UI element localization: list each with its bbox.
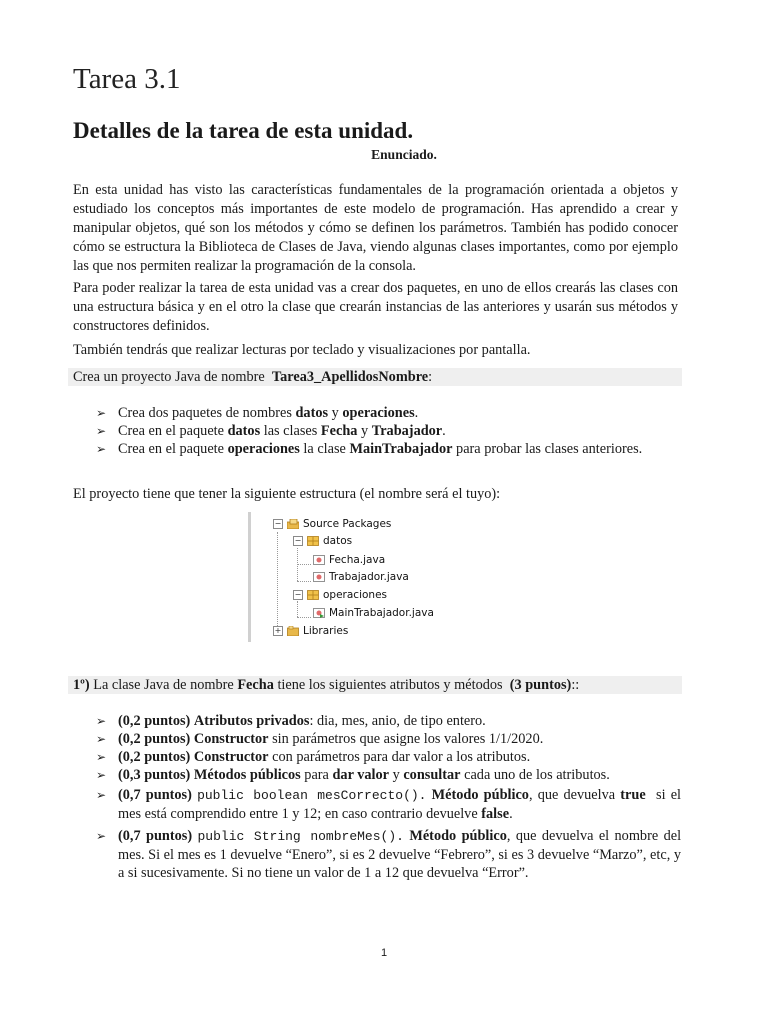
tree-node-operaciones[interactable]: − operaciones [294,589,387,601]
arrow-bullet-icon: ➢ [96,424,107,438]
expand-icon[interactable]: + [274,626,282,635]
arrow-bullet-icon: ➢ [96,829,107,843]
structure-intro: El proyecto tiene que tener la siguiente estructura (el nombre será el tuyo): [73,486,501,502]
tree-node-libraries[interactable]: + Libraries [274,625,349,637]
libraries-icon [287,626,299,636]
section-heading: Detalles de la tarea de esta unidad. [73,118,414,143]
arrow-bullet-icon: ➢ [96,714,107,728]
project-instruction: Crea un proyecto Java de nombre Tarea3_ApellidosNombre: [68,368,682,386]
java-file-icon [313,555,325,565]
tree-node-source-packages[interactable]: − Source Packages [274,518,392,530]
arrow-bullet-icon: ➢ [96,788,107,802]
arrow-bullet-icon: ➢ [96,406,107,420]
list-item: ➢ (0,2 puntos) Constructor con parámetros para dar valor a los atributos. [96,749,531,765]
tree-node-datos[interactable]: − datos [294,535,353,547]
tree-node-maintrabajador-java[interactable]: MainTrabajador.java [313,605,434,622]
list-item: ➢ (0,7 puntos) public boolean mesCorrecto(). Método público, que devuelva true si el mes está comprendido entre 1 y 12; en caso contrario devuelve false. [96,787,682,822]
intro-paragraph-3: También tendrás que realizar lecturas por teclado y visualizaciones por pantalla. [73,342,531,358]
list-item: ➢ (0,3 puntos) Métodos públicos para dar valor y consultar cada uno de los atributos. [96,767,610,783]
document-title: Tarea 3.1 [73,63,181,95]
collapse-icon[interactable]: − [274,519,282,528]
arrow-bullet-icon: ➢ [96,442,107,456]
collapse-icon[interactable]: − [294,536,302,545]
page-number: 1 [380,947,388,959]
section-1-header: 1º) La clase Java de nombre Fecha tiene los siguientes atributos y métodos (3 puntos):: [68,676,682,694]
collapse-icon[interactable]: − [294,590,302,599]
tree-node-fecha-java[interactable]: Fecha.java [313,552,385,569]
arrow-bullet-icon: ➢ [96,732,107,746]
list-item: ➢ Crea en el paquete datos las clases Fecha y Trabajador. [96,423,446,439]
subtitle: Enunciado. [371,147,437,162]
fecha-requirements-list [96,712,681,882]
source-packages-icon [287,519,299,529]
list-item: ➢ (0,2 puntos) Atributos privados: dia, mes, anio, de tipo entero. [96,713,486,729]
list-item: ➢ Crea dos paquetes de nombres datos y operaciones. [96,405,419,421]
list-item: ➢ (0,7 puntos) public String nombreMes(). Método público, que devuelva el nombre del mes. Si el mes es 1 devuelve “Enero”, si es 2 devuelve “Febrero”, si es 3 devuelve “Marzo”, etc, y a si sucesivamente. Si no tiene un valor de 1 a 12 que devuelva “Error”. [96,828,682,881]
package-icon [307,536,319,546]
project-name: Tarea3_ApellidosNombre [271,369,429,385]
intro-paragraph-2: Para poder realizar la tarea de esta unidad vas a crear dos paquetes, en uno de ellos crearás las clases con una estructura básica y en el otro la clase que crearán instancias de las anteriores y usarán sus métodos y constructores definidos. [73,280,678,334]
arrow-bullet-icon: ➢ [96,768,107,782]
java-main-file-icon [313,608,325,618]
list-item: ➢ Crea en el paquete operaciones la clase MainTrabajador para probar las clases anteriores. [96,441,643,457]
tree-node-trabajador-java[interactable]: Trabajador.java [313,569,409,586]
list-item: ➢ (0,2 puntos) Constructor sin parámetros que asigne los valores 1/1/2020. [96,731,544,747]
intro-paragraph-1: En esta unidad has visto las características fundamentales de la programación orientada a objetos y estudiado los conceptos más importantes de este modelo de programación. Has aprendido a crear y manipular objetos, qué son los métodos y cómo se definen los parámetros. También has podido conocer cómo se estructura la Biblioteca de Clases de Java, viendo algunas clases importantes, como por ejemplo las que nos permiten realizar la programación de la consola. [73,182,678,274]
project-tree-figure [248,512,441,642]
steps-list [96,404,681,458]
arrow-bullet-icon: ➢ [96,750,107,764]
package-icon [307,590,319,600]
java-file-icon [313,572,325,582]
